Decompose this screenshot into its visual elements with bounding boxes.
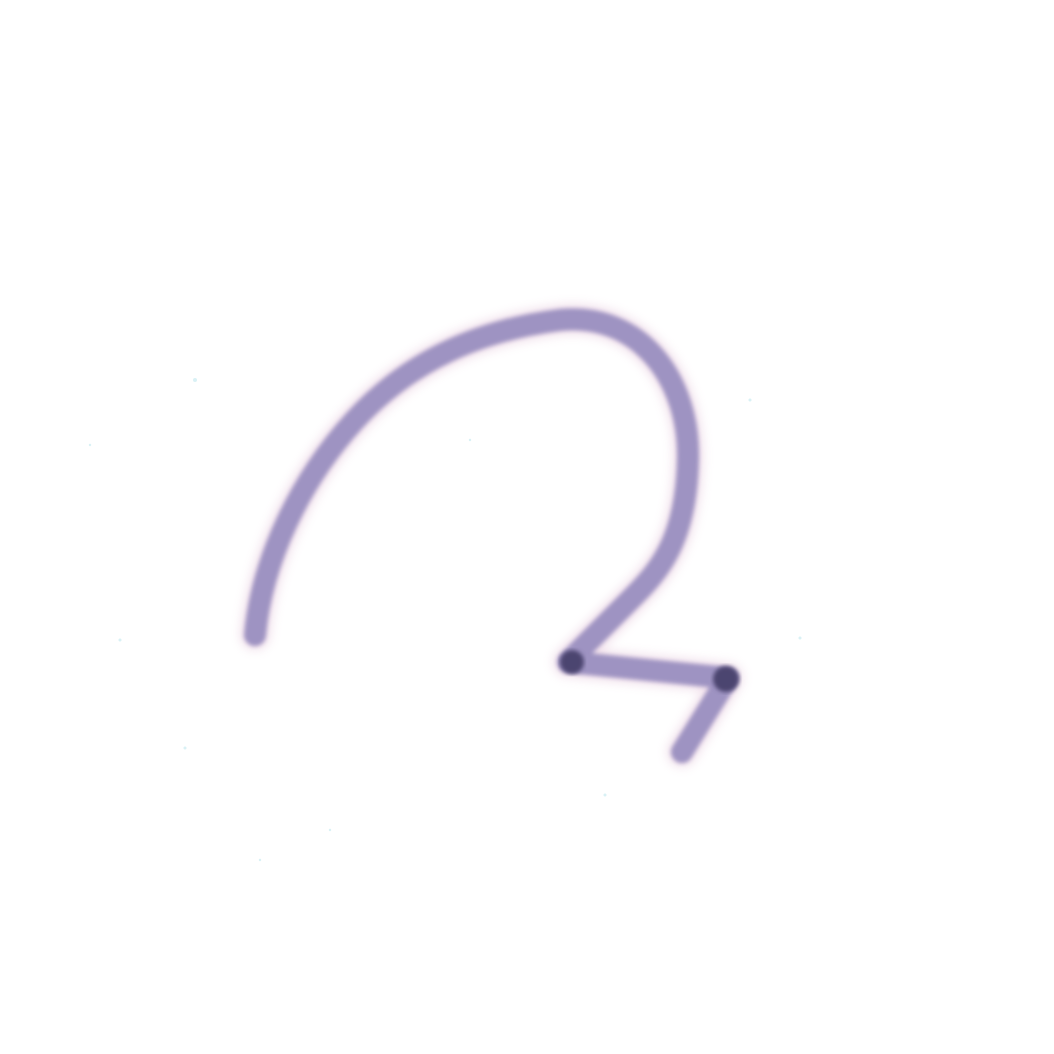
stroke-corner-right [713,666,739,692]
stroke-corner-left [560,650,584,674]
sketch-stroke-halo [255,319,728,752]
